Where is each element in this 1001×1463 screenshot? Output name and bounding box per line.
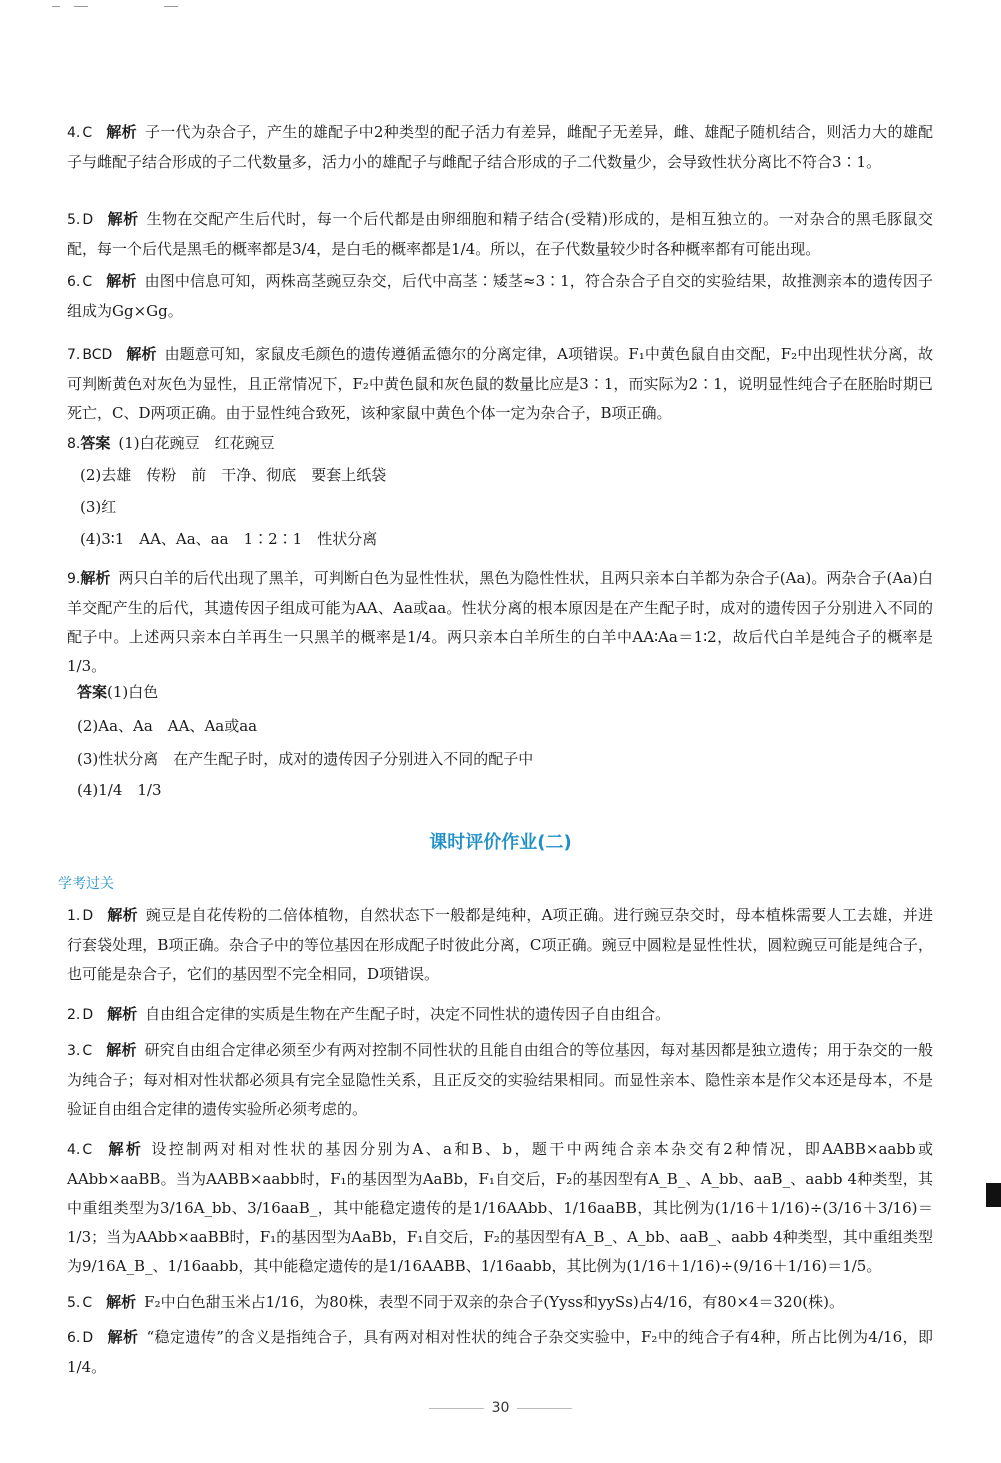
explanation-text: 豌豆是自花传粉的二倍体植物，自然状态下一般都是纯种，A项正确。进行豌豆杂交时，母本植株需要人工去雄，并进行套袋处理，B项正确。杂合子中的等位基因在形成配子时彼此分离，C项正确。豌豆中圆粒是显性性状，圆粒豌豆可能是纯合子，也可能是杂合子，它们的基因型不完全相同，D项错误。: [67, 906, 933, 983]
explanation-text: “稳定遗传”的含义是指纯合子，具有两对相对性状的纯合子杂交实验中，F₂中的纯合子有4种，所占比例为4/16，即1/4。: [67, 1328, 933, 1376]
answer-item-8: 8.答案 (1)白花豌豆 红花豌豆: [67, 434, 275, 452]
answer-item-3: 3. C 解析 研究自由组合定律必须至少有两对控制不同性状的且能自由组合的等位基因，每对基因都是独立遗传；用于杂交的一般为纯合子；每对相对性状都必须具有完全显隐性关系，且正反交的实验结果相同。而显性亲本、隐性亲本是作父本还是母本，不是验证自由组合定律的遗传实验所必须考虑的。: [67, 1041, 933, 1118]
answer-line-2: (2)去雄 传粉 前 干净、彻底 要套上纸袋: [80, 466, 387, 484]
explanation-text: 研究自由组合定律必须至少有两对控制不同性状的且能自由组合的等位基因，每对基因都是独立遗传；用于杂交的一般为纯合子；每对相对性状都必须具有完全显隐性关系，且正反交的实验结果相同。而显性亲本、隐性亲本是作父本还是母本，不是验证自由组合定律的遗传实验所必须考虑的。: [67, 1041, 933, 1118]
answer-item-5: 5. D 解析 生物在交配产生后代时，每一个后代都是由卵细胞和精子结合(受精)形成的，是相互独立的。一对杂合的黑毛豚鼠交配，每一个后代是黑毛的概率都是3/4，是白毛的概率都是1/4。所以，在子代数量较少时各种概率都有可能出现。: [67, 210, 933, 258]
answer-item-2: 2. D 解析 自由组合定律的实质是生物在产生配子时，决定不同性状的遗传因子自由组合。: [67, 1005, 671, 1023]
answer-line-4: (4)1/4 1/3: [77, 781, 162, 799]
footer-rule-left: [429, 1408, 484, 1409]
top-crop-marks: [52, 6, 192, 8]
answer-line-2: (2)Aa、Aa AA、Aa或aa: [77, 717, 258, 735]
explanation-text: 由图中信息可知，两株高茎豌豆杂交，后代中高茎∶矮茎≈3∶1，符合杂合子自交的实验结果，故推测亲本的遗传因子组成为Gg×Gg。: [67, 272, 933, 320]
page-footer: [0, 1400, 1001, 1416]
answer-item-7: 7. BCD 解析 由题意可知，家鼠皮毛颜色的遗传遵循孟德尔的分离定律，A项错误。F₁中黄色鼠自由交配，F₂中出现性状分离，故可判断黄色对灰色为显性，且正常情况下，F₂中黄色鼠和灰色鼠的数量比应是3∶1，而实际为2∶1，说明显性纯合子在胚胎时期已死亡，C、D两项正确。由于显性纯合致死，该种家鼠中黄色个体一定为杂合子，B项正确。: [67, 345, 933, 422]
section-title: 课时评价作业(二): [429, 832, 572, 853]
answer-item-4b: 4. C 解析 设控制两对相对性状的基因分别为A、a和B、b，题干中两纯合亲本杂交有2种情况，即AABB×aabb或AAbb×aaBB。当为AABB×aabb时，F₁的基因型为AaBb，F₁自交后，F₂的基因型有A_B_、A_bb、aaB_、aabb 4种类型，其中重组类型为3/16A_bb、3/16aaB_，其中能稳定遗传的是1/16AAbb、1/16aaBB，其比例为(1/16＋1/16)÷(3/16＋3/16)＝1/3；当为AAbb×aaBB时，F₁的基因型为AaBb，F₁自交后，F₂的基因型有A_B_、A_bb、aaB_、aabb 4种类型，其中重组类型为9/16A_B_、1/16aabb，其中能稳定遗传的是1/16AABB、1/16aabb，其比例为(1/16＋1/16)÷(9/16＋1/16)＝1/5。: [67, 1140, 933, 1275]
answer-item-6: 6. C 解析 由图中信息可知，两株高茎豌豆杂交，后代中高茎∶矮茎≈3∶1，符合杂合子自交的实验结果，故推测亲本的遗传因子组成为Gg×Gg。: [67, 272, 933, 320]
answer-line-4: (4)3∶1 AA、Aa、aa 1∶2∶1 性状分离: [80, 530, 378, 548]
side-thumb-tab: [986, 1183, 1001, 1207]
explanation-text: 设控制两对相对性状的基因分别为A、a和B、b，题干中两纯合亲本杂交有2种情况，即AABB×aabb或AAbb×aaBB。当为AABB×aabb时，F₁的基因型为AaBb，F₁自交后，F₂的基因型有A_B_、A_bb、aaB_、aabb 4种类型，其中重组类型为3/16A_bb、3/16aaB_，其中能稳定遗传的是1/16AAbb、1/16aaBB，其比例为(1/16＋1/16)÷(3/16＋3/16)＝1/3；当为AAbb×aaBB时，F₁的基因型为AaBb，F₁自交后，F₂的基因型有A_B_、A_bb、aaB_、aabb 4种类型，其中重组类型为9/16A_B_、1/16aabb，其中能稳定遗传的是1/16AABB、1/16aabb，其比例为(1/16＋1/16)÷(9/16＋1/16)＝1/5。: [67, 1140, 933, 1275]
footer-rule-right: [517, 1408, 572, 1409]
answer-item-9: 9.解析 两只白羊的后代出现了黑羊，可判断白色为显性性状，黑色为隐性性状，且两只亲本白羊都为杂合子(Aa)。两杂合子(Aa)白羊交配产生的后代，其遗传因子组成可能为AA、Aa或aa。性状分离的根本原因是在产生配子时，成对的遗传因子分别进入不同的配子中。上述两只亲本白羊再生一只黑羊的概率是1/4。两只亲本白羊所生的白羊中AA∶Aa＝1∶2，故后代白羊是纯合子的概率是1/3。: [67, 569, 933, 675]
explanation-text: 子一代为杂合子，产生的雄配子中2种类型的配子活力有差异，雌配子无差异，雌、雄配子随机结合，则活力大的雄配子与雌配子结合形成的子二代数量多，活力小的雄配子与雌配子结合形成的子二代数量少，会导致性状分离比不符合3∶1。: [67, 123, 933, 171]
page-number: 30: [491, 1400, 510, 1416]
explanation-text: 由题意可知，家鼠皮毛颜色的遗传遵循孟德尔的分离定律，A项错误。F₁中黄色鼠自由交配，F₂中出现性状分离，故可判断黄色对灰色为显性，且正常情况下，F₂中黄色鼠和灰色鼠的数量比应是3∶1，而实际为2∶1，说明显性纯合子在胚胎时期已死亡，C、D两项正确。由于显性纯合致死，该种家鼠中黄色个体一定为杂合子，B项正确。: [67, 345, 933, 422]
section-label: 学考过关: [58, 876, 114, 892]
explanation-text: 自由组合定律的实质是生物在产生配子时，决定不同性状的遗传因子自由组合。: [145, 1005, 671, 1023]
answer-item-6b: 6. D 解析 “稳定遗传”的含义是指纯合子，具有两对相对性状的纯合子杂交实验中，F₂中的纯合子有4种，所占比例为4/16，即1/4。: [67, 1328, 933, 1376]
answer-item-5b: 5. C 解析 F₂中白色甜玉米占1/16，为80株，表型不同于双亲的杂合子(Yyss和yySs)占4/16，有80×4＝320(株)。: [67, 1293, 844, 1311]
explanation-text: F₂中白色甜玉米占1/16，为80株，表型不同于双亲的杂合子(Yyss和yySs)占4/16，有80×4＝320(株)。: [144, 1293, 844, 1311]
answer-item-4: 4. C 解析 子一代为杂合子，产生的雄配子中2种类型的配子活力有差异，雌配子无差异，雌、雄配子随机结合，则活力大的雄配子与雌配子结合形成的子二代数量多，活力小的雄配子与雌配子结合形成的子二代数量少，会导致性状分离比不符合3∶1。: [67, 123, 933, 171]
answer-line-3: (3)红: [80, 498, 117, 516]
explanation-text: 两只白羊的后代出现了黑羊，可判断白色为显性性状，黑色为隐性性状，且两只亲本白羊都为杂合子(Aa)。两杂合子(Aa)白羊交配产生的后代，其遗传因子组成可能为AA、Aa或aa。性状分离的根本原因是在产生配子时，成对的遗传因子分别进入不同的配子中。上述两只亲本白羊再生一只黑羊的概率是1/4。两只亲本白羊所生的白羊中AA∶Aa＝1∶2，故后代白羊是纯合子的概率是1/3。: [67, 569, 933, 675]
answer-line-1: (1)白花豌豆 红花豌豆: [118, 434, 275, 452]
answer-line-3: (3)性状分离 在产生配子时，成对的遗传因子分别进入不同的配子中: [77, 750, 534, 768]
explanation-text: 生物在交配产生后代时，每一个后代都是由卵细胞和精子结合(受精)形成的，是相互独立的。一对杂合的黑毛豚鼠交配，每一个后代是黑毛的概率都是3/4，是白毛的概率都是1/4。所以，在子代数量较少时各种概率都有可能出现。: [67, 210, 933, 258]
answer-line-1: 答案(1)白色: [77, 683, 159, 701]
answer-item-1: 1. D 解析 豌豆是自花传粉的二倍体植物，自然状态下一般都是纯种，A项正确。进行豌豆杂交时，母本植株需要人工去雄，并进行套袋处理，B项正确。杂合子中的等位基因在形成配子时彼此分离，C项正确。豌豆中圆粒是显性性状，圆粒豌豆可能是纯合子，也可能是杂合子，它们的基因型不完全相同，D项错误。: [67, 906, 933, 983]
